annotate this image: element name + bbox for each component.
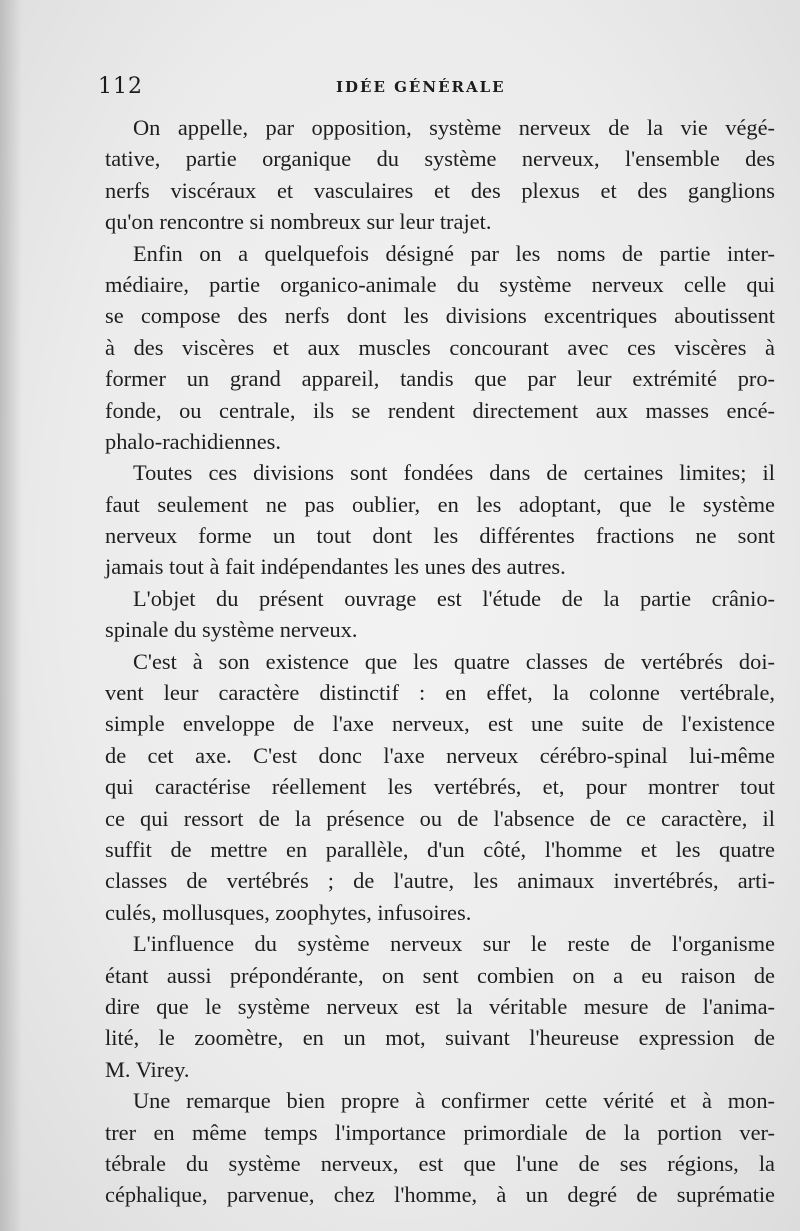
text-line: se compose des nerfs dont les divisions excentriques aboutissent xyxy=(105,303,775,329)
text-line: phalo-rachidiennes. xyxy=(105,428,281,454)
text-line: fonde, ou centrale, ils se rendent directement aux masses encé- xyxy=(105,397,775,423)
text-line: lité, le zoomètre, en un mot, suivant l'heureuse expression de xyxy=(105,1025,775,1051)
text-line: suffit de mettre en parallèle, d'un côté, l'homme et les quatre xyxy=(105,836,775,862)
text-line: céphalique, parvenue, chez l'homme, à un degré de suprématie xyxy=(105,1182,775,1208)
text-line: étant aussi prépondérante, on sent combien on a eu raison de xyxy=(105,962,775,988)
text-line: jamais tout à fait indépendantes les unes des autres. xyxy=(105,554,566,580)
text-line: M. Virey. xyxy=(105,1056,190,1082)
text-line: culés, mollusques, zoophytes, infusoires. xyxy=(105,899,472,925)
text-line: vent leur caractère distinctif : en effet, la colonne vertébrale, xyxy=(105,680,775,706)
text-line: tative, partie organique du système nerveux, l'ensemble des xyxy=(105,146,775,172)
text-line: médiaire, partie organico-animale du système nerveux celle qui xyxy=(105,271,775,297)
text-line: Enfin on a quelquefois désigné par les noms de partie inter- xyxy=(133,240,775,266)
text-line: nerfs viscéraux et vasculaires et des plexus et des ganglions xyxy=(105,177,775,203)
text-line: Une remarque bien propre à confirmer cette vérité et à mon- xyxy=(133,1088,775,1114)
text-line: tébrale du système nerveux, est que l'une de ses régions, la xyxy=(105,1150,775,1176)
text-line: simple enveloppe de l'axe nerveux, est une suite de l'existence xyxy=(105,711,775,737)
text-line: ce qui ressort de la présence ou de l'absence de ce caractère, il xyxy=(105,805,775,831)
text-line: L'influence du système nerveux sur le reste de l'organisme xyxy=(133,931,775,957)
text-line: faut seulement ne pas oublier, en les adoptant, que le système xyxy=(105,491,775,517)
text-line: qu'on rencontre si nombreux sur leur trajet. xyxy=(105,209,492,235)
text-line: spinale du système nerveux. xyxy=(105,617,358,643)
text-line: L'objet du présent ouvrage est l'étude de la partie crânio- xyxy=(133,585,775,611)
text-line: trer en même temps l'importance primordiale de la portion ver- xyxy=(105,1119,775,1145)
text-line: à des viscères et aux muscles concourant avec ces viscères à xyxy=(105,334,775,360)
text-line: nerveux forme un tout dont les différentes fractions ne sont xyxy=(105,523,775,549)
text-line: classes de vertébrés ; de l'autre, les animaux invertébrés, arti- xyxy=(105,868,775,894)
page-edge-shadow xyxy=(0,0,22,1231)
page-header xyxy=(98,72,760,106)
running-head: IDÉE GÉNÉRALE xyxy=(336,78,506,96)
text-line: On appelle, par opposition, système nerveux de la vie végé- xyxy=(133,115,775,140)
page-number: 112 xyxy=(98,74,143,99)
text-line: dire que le système nerveux est la véritable mesure de l'anima- xyxy=(105,993,775,1019)
text-line: C'est à son existence que les quatre classes de vertébrés doi- xyxy=(133,648,775,674)
text-line: former un grand appareil, tandis que par leur extrémité pro- xyxy=(105,366,775,392)
text-line: qui caractérise réellement les vertébrés, et, pour montrer tout xyxy=(105,774,775,800)
text-line: Toutes ces divisions sont fondées dans de certaines limites; il xyxy=(133,460,775,486)
body-text xyxy=(105,112,775,1211)
text-line: de cet axe. C'est donc l'axe nerveux cérébro-spinal lui-même xyxy=(105,742,775,768)
